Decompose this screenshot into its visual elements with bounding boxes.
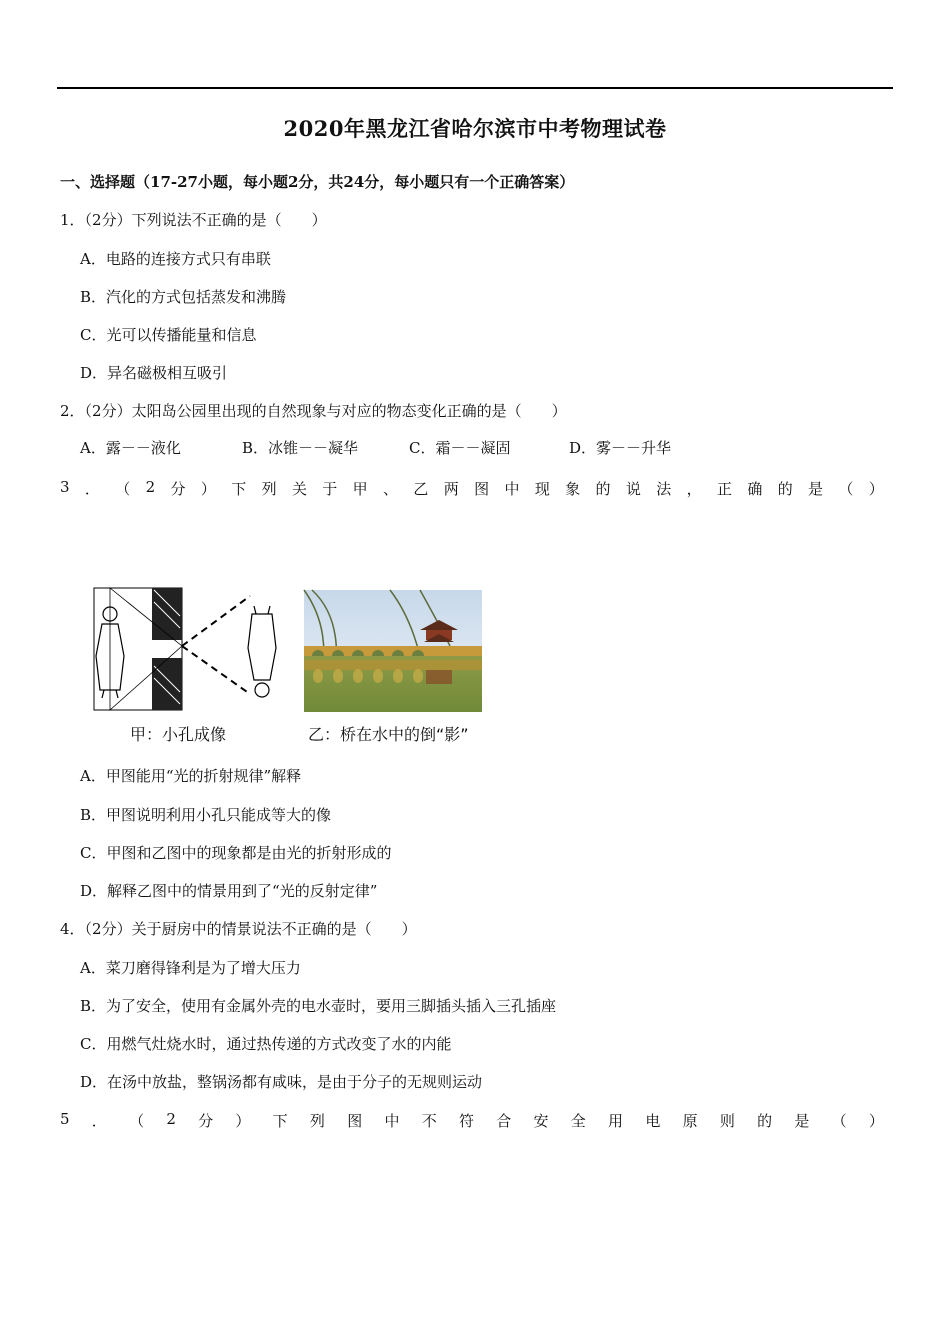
question-5-stem-char: 图 [347,1112,363,1130]
question-5-stem [60,1110,884,1131]
question-5-stem-char: 列 [309,1112,325,1130]
question-5-stem-char: 用 [608,1112,624,1130]
question-3-option-d: D．解释乙图中的情景用到了“光的反射定律” [80,882,378,900]
question-3-stem-char: 2 [145,478,156,496]
question-5-stem-char: ） [235,1112,251,1130]
question-3-stem-char: ， [686,480,702,498]
header-rule [57,87,893,89]
question-4-stem: 4．（2分）关于厨房中的情景说法不正确的是（ ） [60,920,417,938]
question-3-stem-char: 乙 [413,480,429,498]
question-3-stem-char: ． [84,480,100,498]
question-3-stem-char: ） [200,480,216,498]
question-3-option-b: B．甲图说明利用小孔只能成等大的像 [80,806,332,824]
question-5-stem-char: 则 [719,1112,735,1130]
pinhole-and-bridge-figure [90,586,500,716]
question-5-stem-char: 原 [682,1112,698,1130]
question-3-stem-char: 象 [565,480,581,498]
question-3-stem-char: 现 [534,480,550,498]
question-2-option-a: A．露－－液化 [80,439,181,457]
question-2-option-d: D．雾－－升华 [569,439,672,457]
question-5-stem-char: 电 [645,1112,661,1130]
question-4-option-a: A．菜刀磨得锋利是为了增大压力 [80,959,301,977]
page-title: 2020年黑龙江省哈尔滨市中考物理试卷 [283,116,667,141]
question-5-stem-char: ） [868,1112,884,1130]
question-5-stem-char: 下 [272,1112,288,1130]
question-5-stem-char: 5 [60,1110,70,1128]
figure-caption-right: 乙：桥在水中的倒“影” [308,725,469,744]
section-heading: 一、选择题（17-27小题，每小题2分，共24分，每小题只有一个正确答案） [60,173,575,191]
question-1-option-b: B．汽化的方式包括蒸发和沸腾 [80,288,287,306]
question-3-stem-char: 说 [625,480,641,498]
bridge-photo [304,590,482,712]
question-3-stem-char: 两 [443,480,459,498]
question-3-option-a: A．甲图能用“光的折射规律”解释 [80,767,302,785]
question-5-stem-char: 2 [166,1110,176,1128]
question-5-stem-char: 符 [458,1112,474,1130]
question-5-stem-char: （ [831,1112,847,1130]
question-5-stem-char: （ [129,1112,145,1130]
question-3-stem-char: 是 [808,480,824,498]
question-3-stem-char: 于 [322,480,338,498]
question-3-option-c: C．甲图和乙图中的现象都是由光的折射形成的 [80,844,392,862]
question-2-options [80,437,671,458]
question-5-stem-char: 合 [496,1112,512,1130]
question-5-stem-char: ． [91,1112,107,1130]
question-5-stem-char: 是 [794,1112,810,1130]
question-3-stem-char: （ [115,480,131,498]
question-3-stem-char: 图 [474,480,490,498]
question-5-stem-char: 分 [198,1112,214,1130]
question-5-stem-char: 全 [570,1112,586,1130]
question-3-stem-char: 关 [291,480,307,498]
question-3-stem-char: （ [838,480,854,498]
question-3-stem-char: 中 [504,480,520,498]
person-inverted [248,606,276,697]
question-1-stem: 1．（2分）下列说法不正确的是（ ） [60,211,327,229]
question-3-stem-char: ） [868,480,884,498]
question-1-option-a: A．电路的连接方式只有串联 [80,250,271,268]
question-2-option-b: B．冰锥－－凝华 [242,439,359,457]
question-5-stem-char: 不 [421,1112,437,1130]
question-3-stem-char: 3 [60,478,70,496]
question-2-stem: 2．（2分）太阳岛公园里出现的自然现象与对应的物态变化正确的是（ ） [60,402,567,420]
question-5-stem-char: 的 [757,1112,773,1130]
question-4-option-b: B．为了安全，使用有金属外壳的电水壶时，要用三脚插头插入三孔插座 [80,997,557,1015]
question-5-stem-char: 安 [533,1112,549,1130]
question-3-stem [60,478,884,499]
question-3-stem-char: 下 [231,480,247,498]
question-3-stem-char: 确 [747,480,763,498]
question-3-stem-char: 甲 [352,480,368,498]
figure-caption-left: 甲：小孔成像 [130,725,227,744]
question-3-stem-char: 列 [261,480,277,498]
question-3-stem-char: 正 [716,480,732,498]
question-1-option-d: D．异名磁极相互吸引 [80,364,228,382]
question-4-option-c: C．用燃气灶烧水时，通过热传递的方式改变了水的内能 [80,1035,452,1053]
question-2-option-c: C．霜－－凝固 [409,439,511,457]
pinhole-diagram [94,588,276,710]
question-3-stem-char: 分 [170,480,186,498]
question-3-stem-char: 的 [595,480,611,498]
question-4-option-d: D．在汤中放盐，整锅汤都有咸味，是由于分子的无规则运动 [80,1073,483,1091]
question-3-stem-char: 、 [383,480,399,498]
question-3-stem-char: 法 [656,480,672,498]
question-1-option-c: C．光可以传播能量和信息 [80,326,257,344]
question-3-stem-char: 的 [777,480,793,498]
question-5-stem-char: 中 [384,1112,400,1130]
